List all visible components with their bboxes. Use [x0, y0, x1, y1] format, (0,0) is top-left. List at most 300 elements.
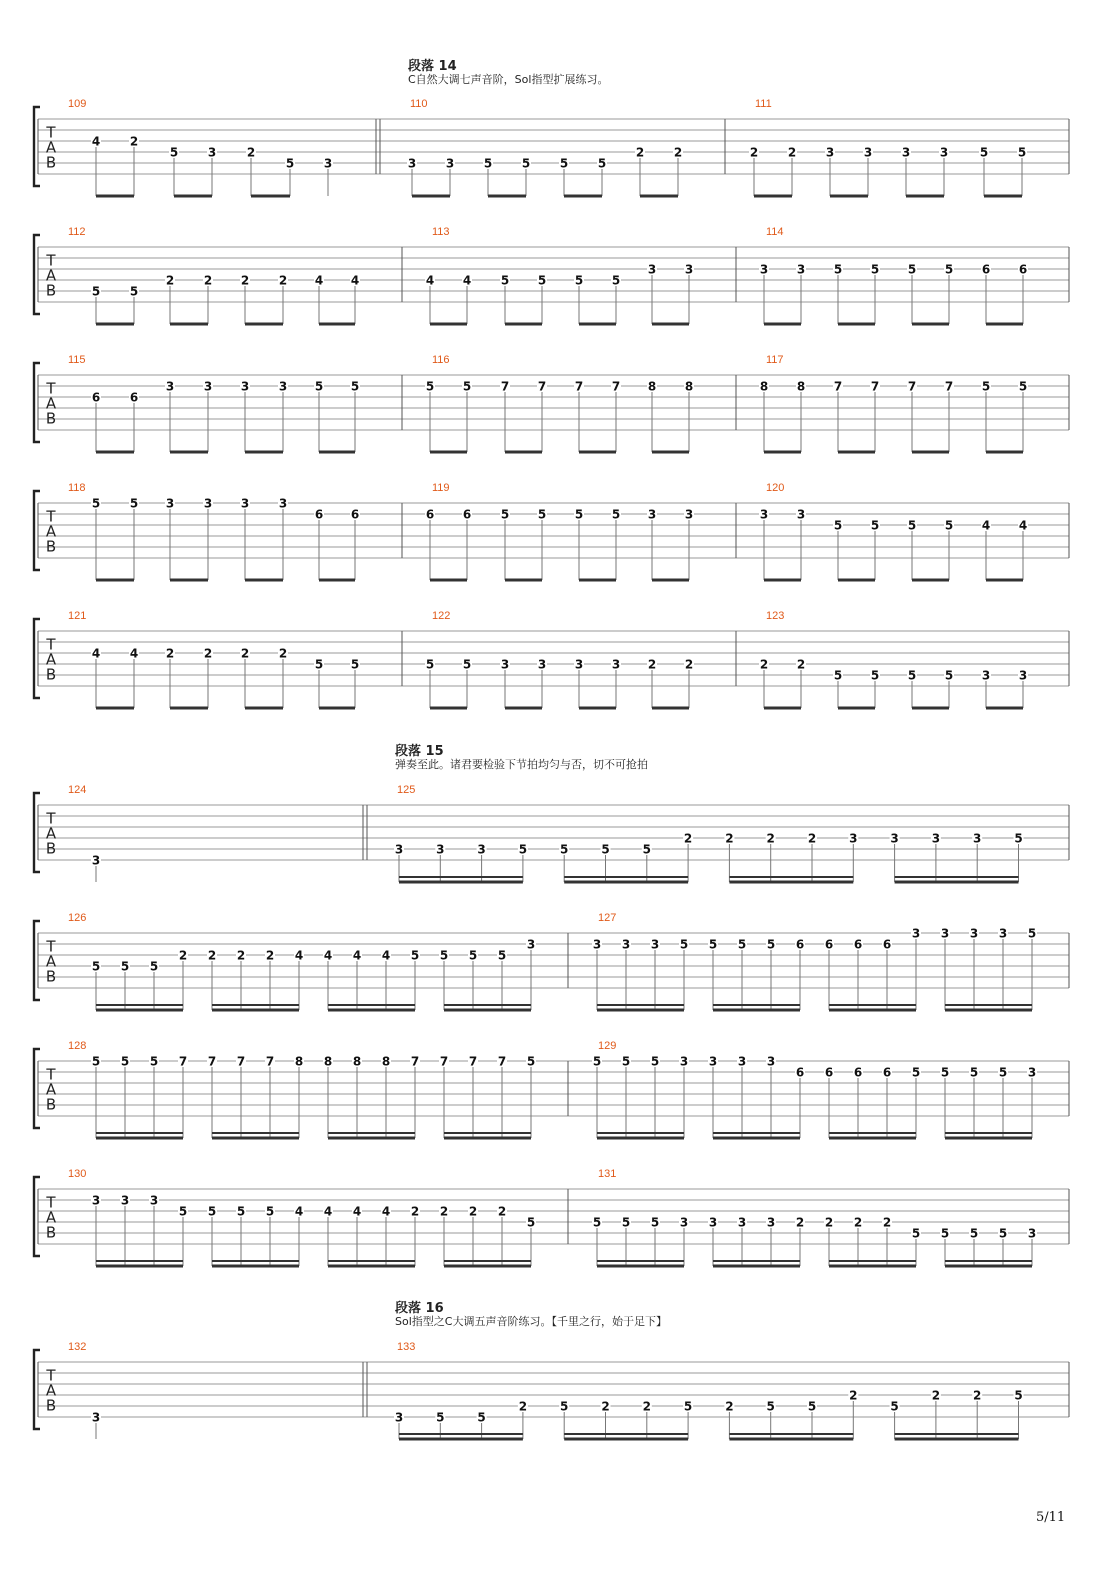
fret-number: 5 [1027, 926, 1037, 941]
fret-number: 3 [650, 937, 660, 952]
fret-number: 7 [497, 1054, 507, 1069]
fret-number: 2 [278, 646, 288, 661]
fret-number: 3 [240, 379, 250, 394]
fret-number: 2 [807, 831, 817, 846]
fret-number: 5 [807, 1399, 817, 1414]
fret-number: 3 [708, 1215, 718, 1230]
fret-number: 2 [410, 1204, 420, 1219]
fret-number: 2 [468, 1204, 478, 1219]
tab-clef-letter: T [46, 251, 56, 270]
fret-number: 5 [601, 842, 610, 857]
fret-number: 2 [725, 1399, 734, 1414]
fret-number: 5 [907, 518, 917, 533]
fret-number: 3 [394, 842, 404, 857]
fret-number: 3 [477, 842, 486, 857]
fret-number: 2 [178, 948, 188, 963]
tab-clef-letter: A [45, 650, 57, 669]
fret-number: 8 [323, 1054, 333, 1069]
fret-number: 2 [246, 145, 256, 160]
fret-number: 2 [824, 1215, 834, 1230]
tab-clef-letter: T [46, 937, 56, 956]
measure-number: 118 [68, 482, 86, 494]
section-14-title: 段落 14 [408, 59, 457, 74]
fret-number: 2 [278, 273, 288, 288]
fret-number: 4 [314, 273, 324, 288]
fret-number: 3 [1018, 668, 1028, 683]
fret-number: 3 [901, 145, 911, 160]
fret-number: 8 [352, 1054, 362, 1069]
fret-number: 6 [462, 507, 472, 522]
section-15-title: 段落 15 [395, 744, 444, 759]
fret-number: 5 [178, 1204, 188, 1219]
fret-number: 5 [425, 379, 435, 394]
fret-number: 3 [796, 507, 806, 522]
fret-number: 5 [436, 1410, 445, 1425]
fret-number: 4 [381, 1204, 391, 1219]
fret-number: 2 [236, 948, 246, 963]
fret-number: 5 [497, 948, 507, 963]
fret-number: 2 [165, 273, 175, 288]
fret-number: 5 [969, 1226, 979, 1241]
fret-number: 2 [849, 1388, 858, 1403]
fret-number: 2 [683, 831, 693, 846]
tab-clef-letter: B [45, 1095, 57, 1114]
fret-number: 5 [642, 842, 651, 857]
fret-number: 4 [381, 948, 391, 963]
fret-number: 8 [381, 1054, 391, 1069]
fret-number: 4 [91, 646, 101, 661]
fret-number: 8 [684, 379, 694, 394]
fret-number: 3 [759, 262, 769, 277]
fret-number: 3 [278, 379, 288, 394]
fret-number: 5 [537, 507, 547, 522]
fret-number: 5 [560, 1399, 569, 1414]
fret-number: 6 [795, 937, 805, 952]
fret-number: 5 [91, 284, 101, 299]
fret-number: 3 [684, 507, 694, 522]
fret-number: 3 [931, 831, 941, 846]
fret-number: 5 [940, 1226, 950, 1241]
measure-number: 114 [766, 226, 784, 238]
fret-number: 5 [559, 156, 569, 171]
fret-number: 5 [149, 959, 159, 974]
fret-number: 5 [462, 379, 472, 394]
fret-number: 2 [787, 145, 797, 160]
fret-number: 5 [410, 948, 420, 963]
tab-clef-letter: T [46, 1065, 56, 1084]
fret-number: 6 [853, 1065, 863, 1080]
fret-number: 5 [537, 273, 547, 288]
section-15-description: 弹奏至此。诸君要检验下节拍均匀与否，切不可抢拍 [395, 758, 648, 771]
fret-number: 7 [833, 379, 843, 394]
fret-number: 2 [129, 134, 139, 149]
fret-number: 5 [574, 273, 584, 288]
measure-number: 117 [766, 354, 784, 366]
fret-number: 5 [560, 842, 569, 857]
fret-number: 5 [737, 937, 747, 952]
fret-number: 5 [425, 657, 435, 672]
tab-clef-letter: B [45, 967, 57, 986]
fret-number: 5 [350, 657, 360, 672]
fret-number: 5 [500, 507, 510, 522]
fret-number: 5 [621, 1215, 631, 1230]
fret-number: 2 [240, 646, 250, 661]
fret-number: 5 [500, 273, 510, 288]
fret-number: 2 [684, 657, 694, 672]
measure-number: 111 [755, 98, 772, 110]
fret-number: 4 [425, 273, 435, 288]
fret-number: 5 [766, 1399, 775, 1414]
fret-number: 5 [169, 145, 179, 160]
fret-number: 7 [574, 379, 584, 394]
fret-number: 3 [911, 926, 921, 941]
fret-number: 6 [795, 1065, 805, 1080]
fret-number: 7 [178, 1054, 188, 1069]
fret-number: 5 [236, 1204, 246, 1219]
fret-number: 4 [91, 134, 101, 149]
fret-number: 5 [120, 1054, 130, 1069]
fret-number: 5 [833, 262, 843, 277]
fret-number: 5 [120, 959, 130, 974]
fret-number: 4 [462, 273, 472, 288]
measure-number: 132 [68, 1341, 87, 1353]
tab-clef-letter: A [45, 138, 57, 157]
fret-number: 5 [477, 1410, 486, 1425]
fret-number: 3 [165, 379, 175, 394]
fret-number: 5 [149, 1054, 159, 1069]
fret-number: 8 [796, 379, 806, 394]
fret-number: 2 [931, 1388, 941, 1403]
fret-number: 4 [352, 948, 362, 963]
fret-number: 3 [611, 657, 621, 672]
fret-number: 7 [410, 1054, 420, 1069]
fret-number: 3 [759, 507, 769, 522]
fret-number: 5 [870, 518, 880, 533]
fret-number: 5 [526, 1054, 536, 1069]
tab-clef-letter: B [45, 1223, 57, 1242]
fret-number: 3 [939, 145, 949, 160]
fret-number: 5 [91, 496, 101, 511]
fret-number: 5 [518, 842, 528, 857]
measure-number: 119 [432, 482, 450, 494]
measure-number: 120 [766, 482, 785, 494]
fret-number: 7 [907, 379, 917, 394]
fret-number: 5 [870, 668, 880, 683]
measure-number: 112 [68, 226, 86, 238]
tab-clef-letter: T [46, 379, 56, 398]
measure-number: 123 [766, 610, 785, 622]
tab-clef-letter: B [45, 537, 57, 556]
fret-number: 5 [611, 507, 621, 522]
fret-number: 3 [940, 926, 950, 941]
fret-number: 3 [445, 156, 455, 171]
fret-number: 5 [979, 145, 989, 160]
fret-number: 3 [621, 937, 631, 952]
fret-number: 3 [647, 262, 657, 277]
fret-number: 3 [207, 145, 217, 160]
fret-number: 3 [436, 842, 445, 857]
measure-number: 131 [598, 1168, 617, 1180]
fret-number: 2 [203, 646, 213, 661]
fret-number: 3 [766, 1054, 776, 1069]
fret-number: 2 [853, 1215, 863, 1230]
tab-clef-letter: A [45, 952, 57, 971]
fret-number: 4 [350, 273, 360, 288]
fret-number: 5 [708, 937, 718, 952]
fret-number: 5 [890, 1399, 899, 1414]
fret-number: 3 [1027, 1065, 1037, 1080]
fret-number: 4 [981, 518, 991, 533]
fret-number: 2 [882, 1215, 892, 1230]
tab-clef-letter: A [45, 266, 57, 285]
fret-number: 3 [91, 853, 101, 868]
fret-number: 2 [240, 273, 250, 288]
tab-clef-letter: A [45, 1080, 57, 1099]
fret-number: 4 [352, 1204, 362, 1219]
measure-number: 133 [397, 1341, 416, 1353]
tab-clef-letter: A [45, 522, 57, 541]
tab-clef-letter: A [45, 1381, 57, 1400]
fret-number: 6 [824, 1065, 834, 1080]
fret-number: 5 [439, 948, 449, 963]
fret-number: 6 [853, 937, 863, 952]
fret-number: 3 [849, 831, 858, 846]
fret-number: 5 [981, 379, 991, 394]
fret-number: 7 [611, 379, 621, 394]
measure-number: 128 [68, 1040, 87, 1052]
fret-number: 4 [129, 646, 139, 661]
fret-number: 4 [294, 1204, 304, 1219]
fret-number: 7 [944, 379, 954, 394]
fret-number: 3 [323, 156, 333, 171]
fret-number: 3 [679, 1215, 689, 1230]
fret-number: 5 [129, 496, 139, 511]
fret-number: 2 [635, 145, 645, 160]
fret-number: 5 [944, 518, 954, 533]
fret-number: 5 [911, 1226, 921, 1241]
fret-number: 5 [611, 273, 621, 288]
fret-number: 5 [1018, 379, 1028, 394]
fret-number: 7 [236, 1054, 246, 1069]
fret-number: 5 [650, 1215, 660, 1230]
fret-number: 6 [350, 507, 360, 522]
tab-clef-letter: A [45, 394, 57, 413]
fret-number: 3 [679, 1054, 689, 1069]
fret-number: 5 [969, 1065, 979, 1080]
fret-number: 5 [833, 668, 843, 683]
measure-number: 121 [68, 610, 87, 622]
section-16-description: Sol指型之C大调五声音阶练习。【千里之行，始于足下】 [395, 1315, 667, 1328]
fret-number: 3 [203, 496, 213, 511]
fret-number: 5 [129, 284, 139, 299]
fret-number: 3 [407, 156, 417, 171]
fret-number: 6 [882, 1065, 892, 1080]
fret-number: 6 [129, 390, 139, 405]
fret-number: 2 [796, 657, 806, 672]
measure-number: 113 [432, 226, 450, 238]
fret-number: 5 [597, 156, 607, 171]
measure-number: 122 [432, 610, 451, 622]
tab-clef-letter: B [45, 153, 57, 172]
fret-number: 8 [647, 379, 657, 394]
fret-number: 3 [863, 145, 873, 160]
fret-number: 3 [766, 1215, 776, 1230]
fret-number: 5 [907, 262, 917, 277]
fret-number: 5 [650, 1054, 660, 1069]
fret-number: 3 [1027, 1226, 1037, 1241]
tab-clef-letter: T [46, 635, 56, 654]
fret-number: 3 [998, 926, 1008, 941]
fret-number: 5 [998, 1065, 1008, 1080]
fret-number: 3 [165, 496, 175, 511]
fret-number: 7 [439, 1054, 449, 1069]
fret-number: 3 [737, 1215, 747, 1230]
measure-number: 115 [68, 354, 86, 366]
measure-number: 124 [68, 784, 87, 796]
fret-number: 2 [203, 273, 213, 288]
fret-number: 8 [759, 379, 769, 394]
fret-number: 5 [1014, 831, 1023, 846]
section-14-description: C自然大调七声音阶，Sol指型扩展练习。 [408, 73, 609, 86]
fret-number: 3 [537, 657, 547, 672]
fret-number: 2 [673, 145, 683, 160]
fret-number: 3 [825, 145, 835, 160]
fret-number: 5 [526, 1215, 536, 1230]
fret-number: 5 [265, 1204, 275, 1219]
fret-number: 5 [944, 668, 954, 683]
fret-number: 5 [592, 1054, 602, 1069]
fret-number: 3 [969, 926, 979, 941]
fret-number: 5 [91, 959, 101, 974]
fret-number: 7 [468, 1054, 478, 1069]
fret-number: 6 [425, 507, 435, 522]
fret-number: 2 [207, 948, 217, 963]
fret-number: 3 [500, 657, 510, 672]
fret-number: 3 [526, 937, 536, 952]
fret-number: 2 [601, 1399, 610, 1414]
fret-number: 5 [468, 948, 478, 963]
fret-number: 7 [870, 379, 880, 394]
fret-number: 5 [285, 156, 295, 171]
fret-number: 5 [907, 668, 917, 683]
fret-number: 7 [265, 1054, 275, 1069]
fret-number: 5 [1017, 145, 1027, 160]
fret-number: 5 [766, 937, 776, 952]
fret-number: 3 [91, 1410, 101, 1425]
fret-number: 2 [725, 831, 734, 846]
fret-number: 5 [1014, 1388, 1023, 1403]
fret-number: 3 [890, 831, 899, 846]
page-number: 5/11 [1036, 1510, 1066, 1525]
tab-clef-letter: B [45, 839, 57, 858]
tab-clef-letter: B [45, 281, 57, 300]
fret-number: 5 [574, 507, 584, 522]
fret-number: 3 [981, 668, 991, 683]
fret-number: 5 [911, 1065, 921, 1080]
fret-number: 5 [833, 518, 843, 533]
fret-number: 3 [973, 831, 982, 846]
fret-number: 5 [462, 657, 472, 672]
fret-number: 2 [749, 145, 759, 160]
fret-number: 5 [521, 156, 531, 171]
fret-number: 5 [207, 1204, 217, 1219]
fret-number: 5 [998, 1226, 1008, 1241]
fret-number: 5 [91, 1054, 101, 1069]
tab-clef-letter: T [46, 1366, 56, 1385]
fret-number: 5 [314, 379, 324, 394]
measure-number: 109 [68, 98, 87, 110]
fret-number: 3 [684, 262, 694, 277]
fret-number: 3 [647, 507, 657, 522]
fret-number: 5 [944, 262, 954, 277]
fret-number: 4 [323, 948, 333, 963]
fret-number: 4 [323, 1204, 333, 1219]
fret-number: 5 [483, 156, 493, 171]
fret-number: 3 [708, 1054, 718, 1069]
fret-number: 5 [350, 379, 360, 394]
measure-number: 126 [68, 912, 87, 924]
fret-number: 5 [592, 1215, 602, 1230]
fret-number: 4 [1018, 518, 1028, 533]
fret-number: 4 [294, 948, 304, 963]
fret-number: 3 [149, 1193, 159, 1208]
fret-number: 3 [240, 496, 250, 511]
fret-number: 2 [642, 1399, 651, 1414]
fret-number: 6 [91, 390, 101, 405]
fret-number: 5 [870, 262, 880, 277]
fret-number: 3 [120, 1193, 130, 1208]
fret-number: 6 [824, 937, 834, 952]
fret-number: 3 [574, 657, 584, 672]
measure-number: 127 [598, 912, 617, 924]
fret-number: 3 [737, 1054, 747, 1069]
fret-number: 2 [973, 1388, 982, 1403]
measure-number: 116 [432, 354, 450, 366]
tab-clef-letter: A [45, 824, 57, 843]
fret-number: 7 [500, 379, 510, 394]
fret-number: 3 [91, 1193, 101, 1208]
fret-number: 6 [314, 507, 324, 522]
fret-number: 3 [278, 496, 288, 511]
fret-number: 6 [882, 937, 892, 952]
fret-number: 5 [683, 1399, 693, 1414]
fret-number: 2 [518, 1399, 528, 1414]
fret-number: 3 [394, 1410, 404, 1425]
tab-clef-letter: T [46, 123, 56, 142]
fret-number: 5 [940, 1065, 950, 1080]
fret-number: 7 [537, 379, 547, 394]
fret-number: 2 [439, 1204, 449, 1219]
tab-clef-letter: T [46, 1193, 56, 1212]
fret-number: 2 [647, 657, 657, 672]
fret-number: 6 [1018, 262, 1028, 277]
fret-number: 5 [314, 657, 324, 672]
fret-number: 3 [592, 937, 602, 952]
tab-clef-letter: T [46, 507, 56, 526]
fret-number: 6 [981, 262, 991, 277]
measure-number: 130 [68, 1168, 87, 1180]
measure-number: 129 [598, 1040, 617, 1052]
fret-number: 5 [621, 1054, 631, 1069]
measure-number: 110 [410, 98, 428, 110]
fret-number: 2 [766, 831, 775, 846]
measure-number: 125 [397, 784, 416, 796]
fret-number: 3 [796, 262, 806, 277]
tab-clef-letter: B [45, 409, 57, 428]
fret-number: 7 [207, 1054, 217, 1069]
fret-number: 3 [203, 379, 213, 394]
fret-number: 2 [165, 646, 175, 661]
